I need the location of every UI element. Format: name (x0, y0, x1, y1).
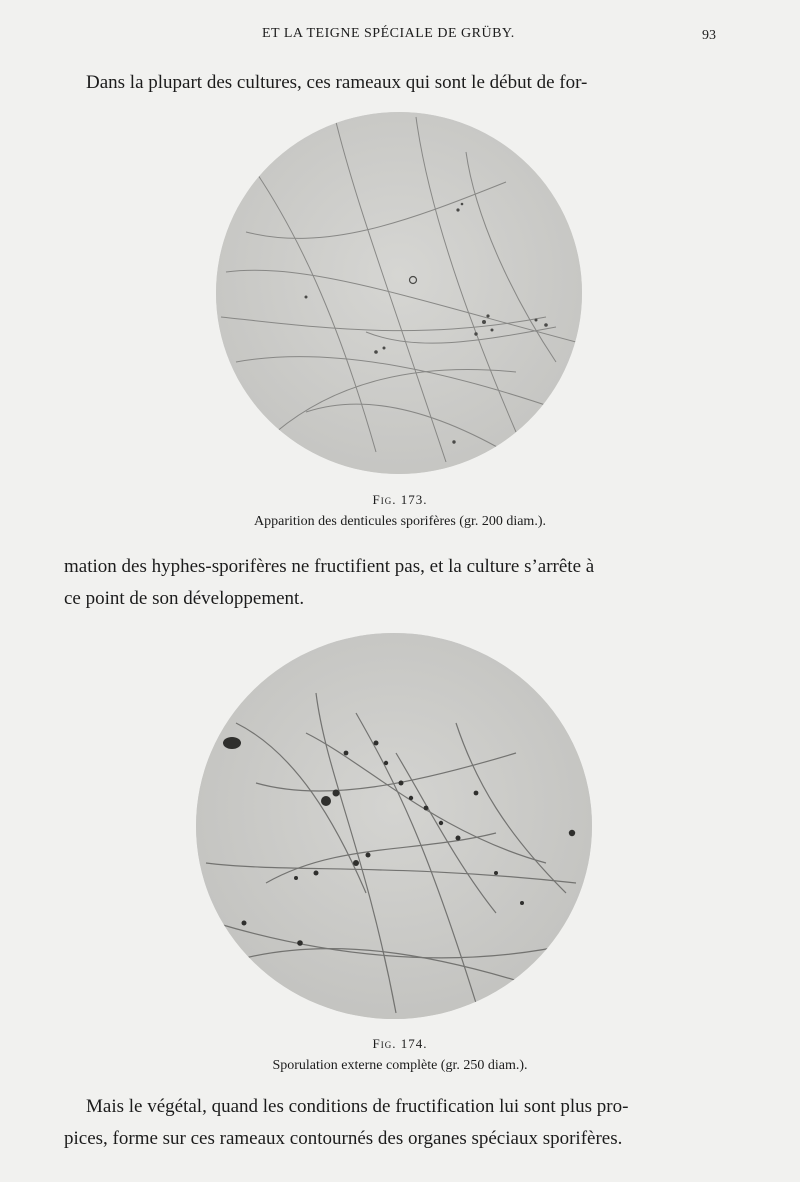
paragraph-2-line-1: mation des hyphes-sporifères ne fructifient pas, et la culture s’arrête à (64, 556, 595, 577)
micrograph-174-image (196, 633, 592, 1019)
paragraph-3-line-1: Mais le végétal, quand les conditions de fructification lui sont plus pro- (86, 1096, 629, 1117)
figure-174-label: Fig. 174. (372, 1036, 428, 1051)
figure-173-label: Fig. 173. (372, 492, 428, 507)
micrograph-173-image (216, 112, 582, 474)
page-header (0, 26, 800, 50)
micrograph-figure-174 (196, 633, 592, 1019)
figure-174-caption: Sporulation externe complète (gr. 250 diam.). (272, 1058, 528, 1073)
figure-173-caption: Apparition des denticules sporifères (gr. 200 diam.). (254, 514, 546, 529)
micrograph-figure-173 (216, 112, 582, 474)
paragraph-1-line-1: Dans la plupart des cultures, ces rameaux qui sont le début de for- (86, 72, 588, 93)
paragraph-3-line-2: pices, forme sur ces rameaux contournés des organes spéciaux sporifères. (64, 1128, 623, 1149)
paragraph-2-line-2: ce point de son développement. (64, 588, 305, 609)
page-number: 93 (702, 28, 716, 43)
running-title: ET LA TEIGNE SPÉCIALE DE GRÜBY. (262, 26, 515, 41)
